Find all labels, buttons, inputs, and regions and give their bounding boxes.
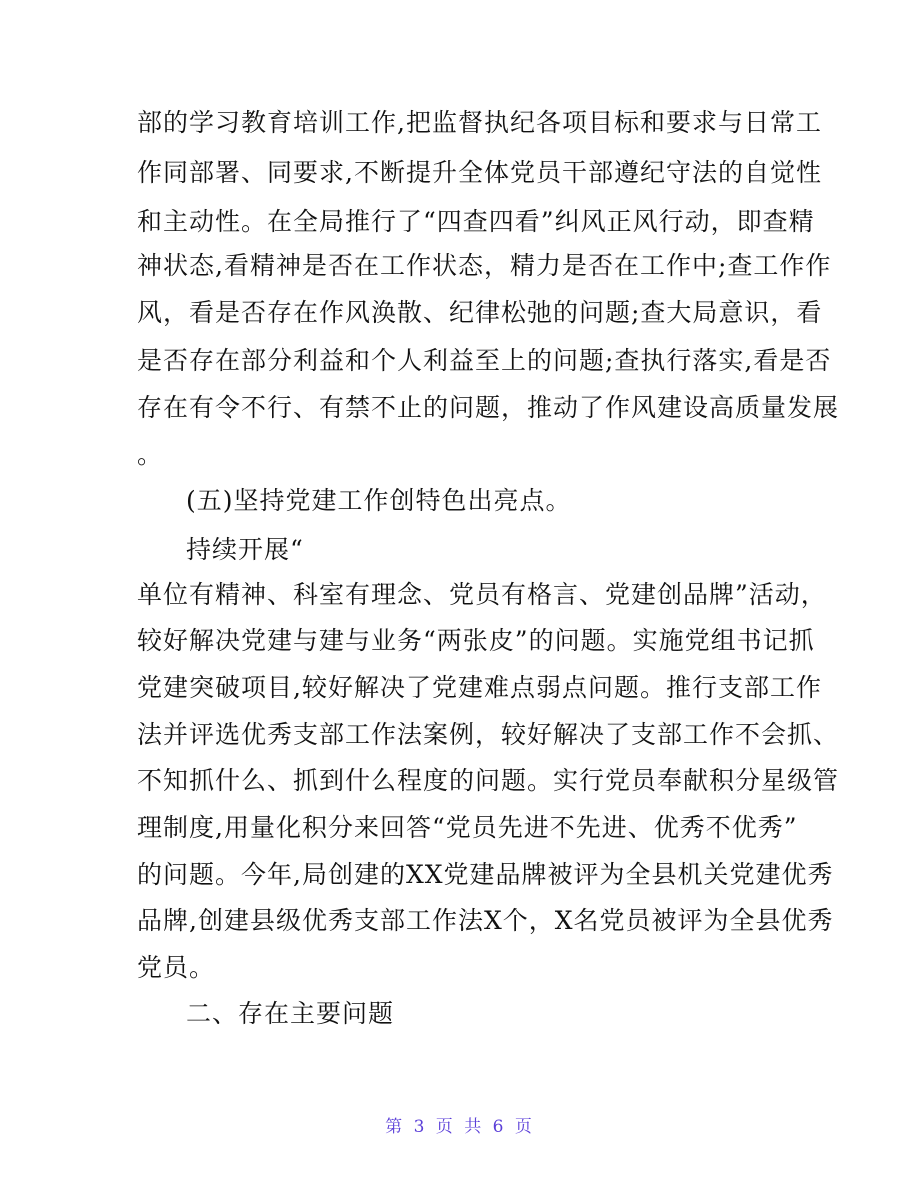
paragraph-line: 较好解决党建与建与业务“两张皮”的问题。实施党组书记抓 (137, 626, 815, 655)
paragraph-line: 的问题。今年,局创建的XX党建品牌被评为全县机关党建优秀 (137, 860, 834, 889)
paragraph-line: 是否存在部分利益和个人利益至上的问题;查执行落实,看是否 (137, 346, 832, 375)
page-number-footer: 第 3 页 共 6 页 (385, 1117, 535, 1137)
paragraph-line: 法并评选优秀支部工作法案例，较好解决了支部工作不会抓、 (137, 720, 840, 749)
paragraph-line: 品牌,创建县级优秀支部工作法X个，X名党员被评为全县优秀 (137, 906, 834, 935)
section-heading: (五)坚持党建工作创特色出亮点。 (186, 486, 572, 515)
paragraph-line: 不知抓什么、抓到什么程度的问题。实行党员奉献积分星级管 (137, 766, 840, 795)
paragraph-line: 。 (137, 440, 164, 469)
paragraph-line: 理制度,用量化积分来回答“党员先进不先进、优秀不优秀” (137, 813, 798, 842)
section-heading: 二、存在主要问题 (186, 999, 395, 1028)
paragraph-line: 单位有精神、科室有理念、党员有格言、党建创品牌”活动， (137, 580, 827, 609)
paragraph-line: 存在有令不行、有禁不止的问题，推动了作风建设高质量发展 (137, 393, 840, 422)
paragraph-line: 和主动性。在全局推行了“四查四看”纠风正风行动，即查精 (137, 207, 815, 236)
paragraph-lead-line: 持续开展“ (186, 535, 304, 564)
paragraph-line: 作同部署、同要求,不断提升全体党员干部遵纪守法的自觉性 (137, 158, 822, 187)
paragraph-line: 党建突破项目,较好解决了党建难点弱点问题。推行支部工作 (137, 673, 822, 702)
paragraph-line: 风，看是否存在作风涣散、纪律松弛的问题;查大局意识，看 (137, 298, 823, 327)
paragraph-line: 神状态,看精神是否在工作状态，精力是否在工作中;查工作作 (137, 251, 832, 280)
paragraph-line: 部的学习教育培训工作,把监督执纪各项目标和要求与日常工 (137, 108, 822, 137)
paragraph-line: 党员。 (137, 953, 216, 982)
